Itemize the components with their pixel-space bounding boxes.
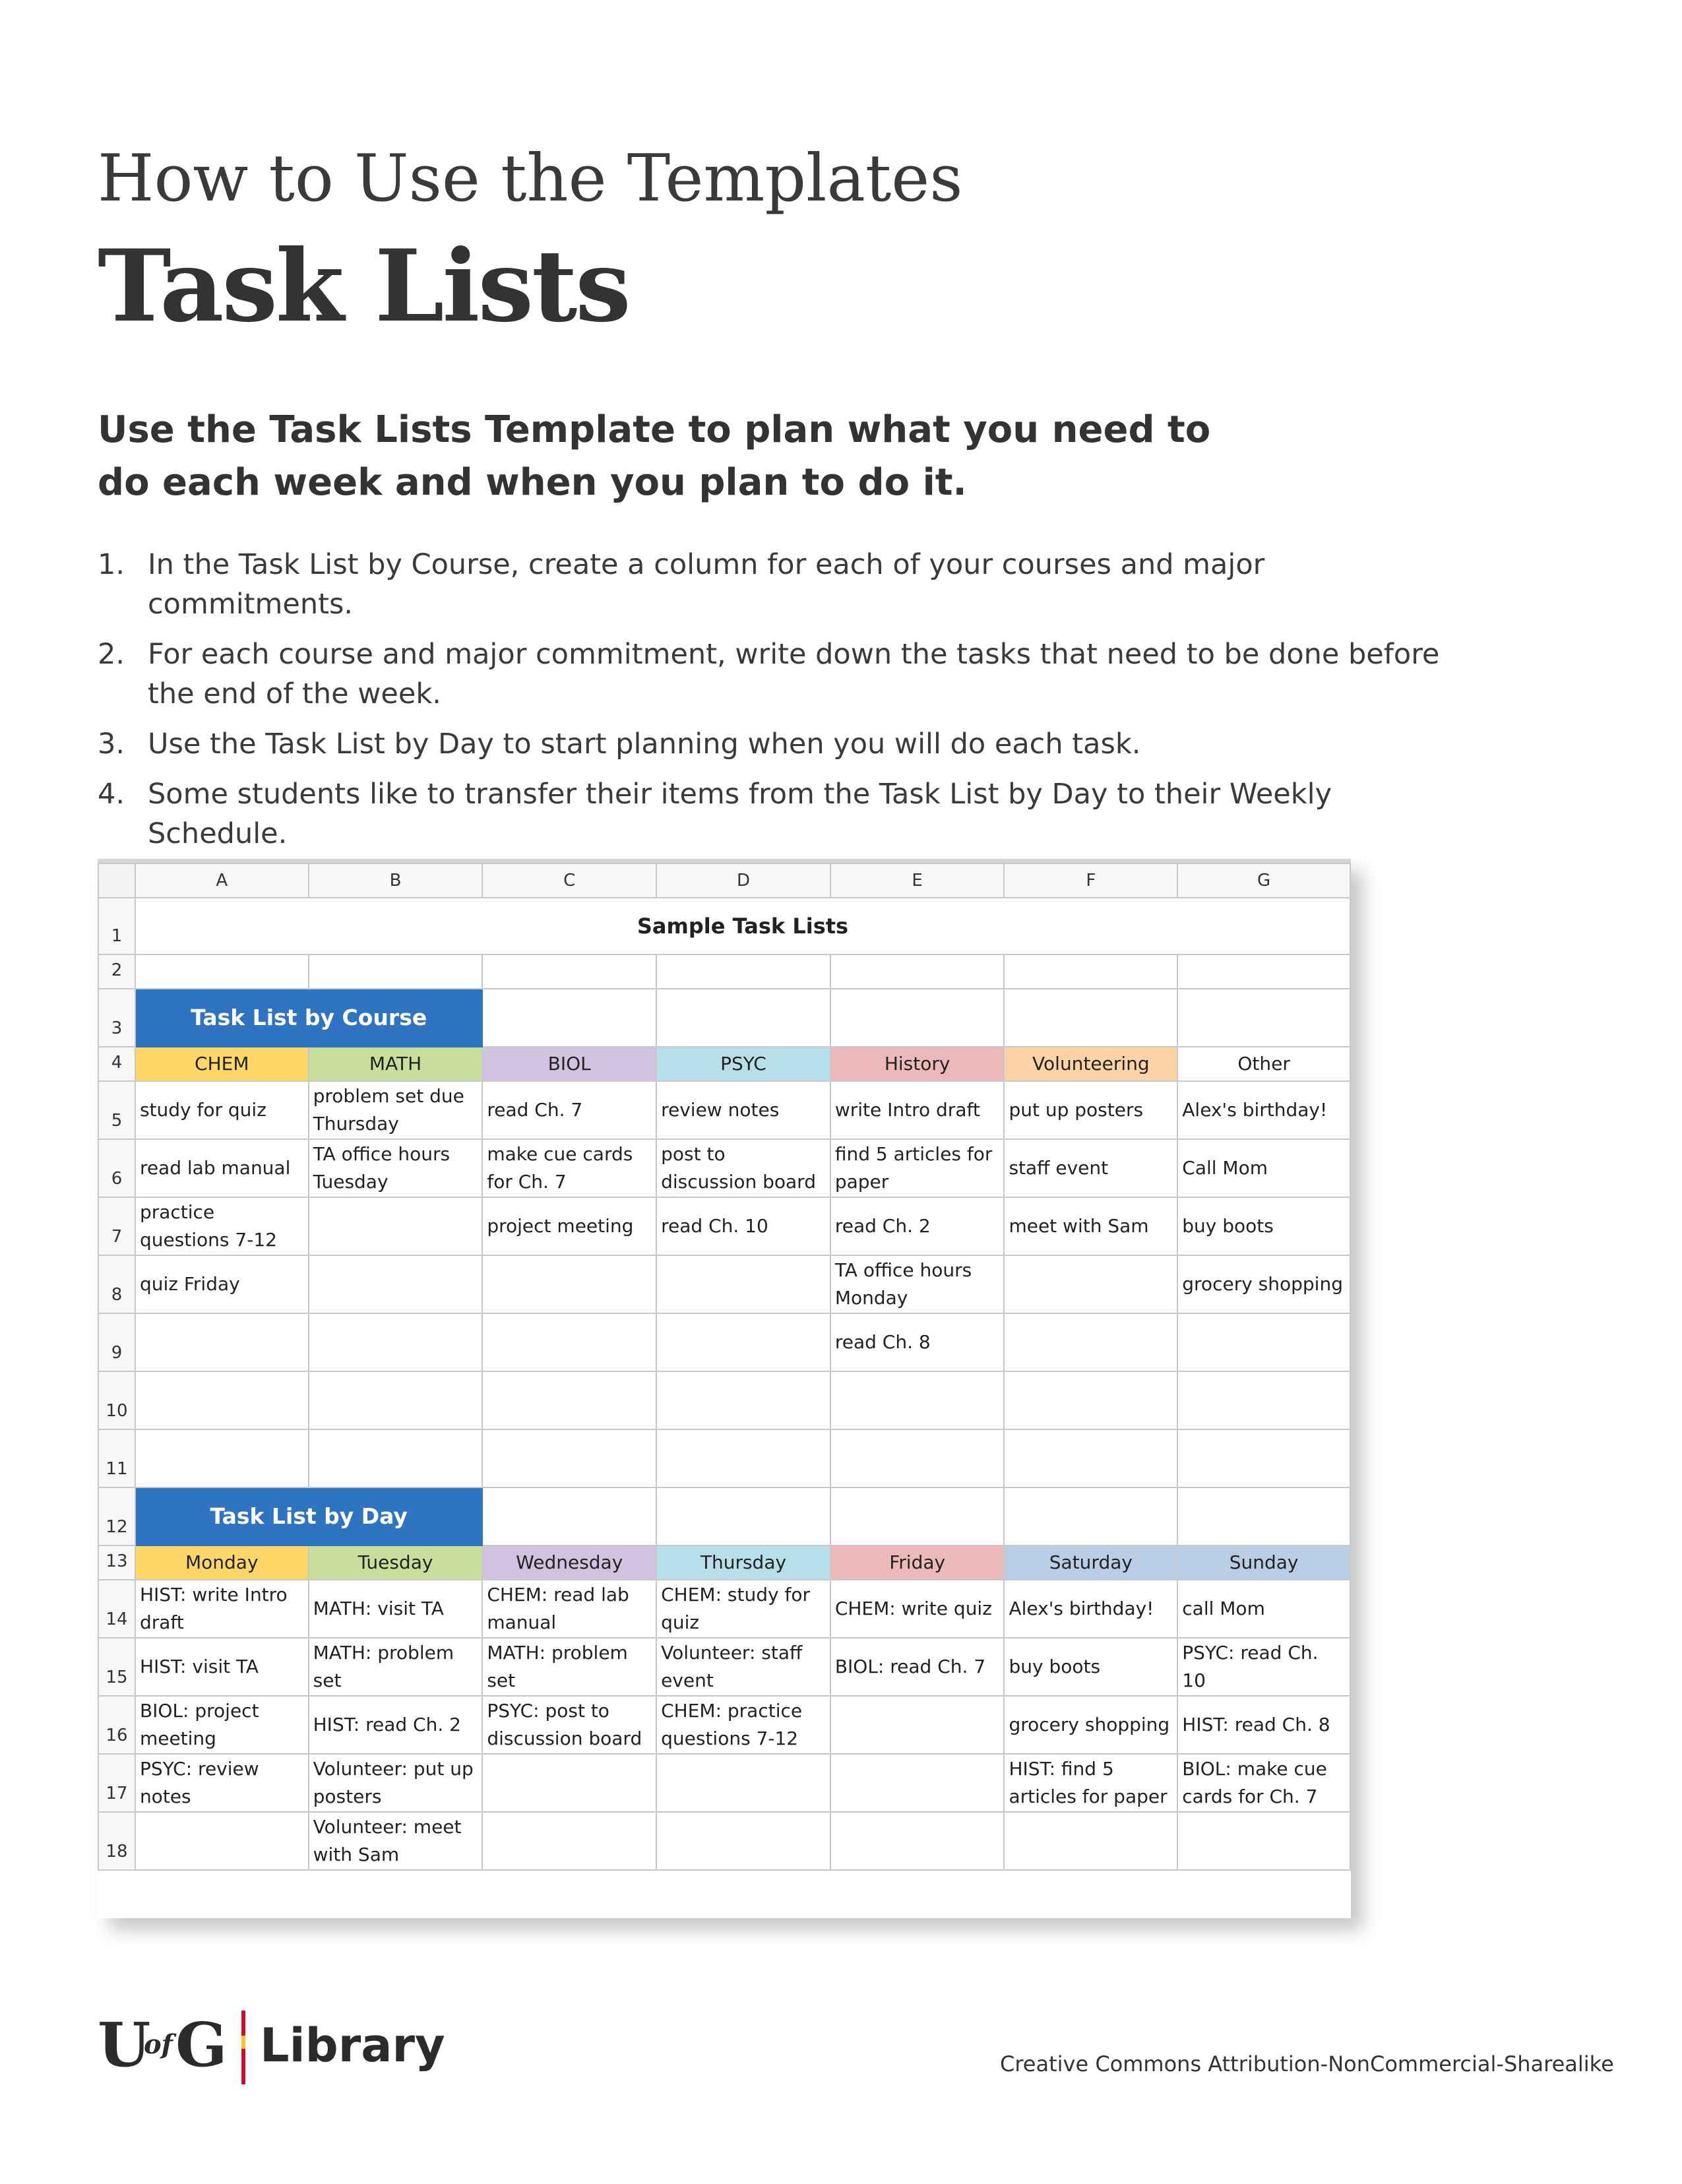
day-task-cell: MATH: problem set — [482, 1638, 656, 1696]
day-task-cell: CHEM: practice questions 7-12 — [656, 1696, 830, 1754]
sheet-cell — [1004, 954, 1177, 989]
day-header: Thursday — [656, 1545, 830, 1580]
sheet-cell — [1177, 989, 1350, 1047]
row-header: 13 — [98, 1545, 135, 1580]
day-task-cell: Alex's birthday! — [1004, 1580, 1177, 1638]
day-task-cell: MATH: problem set — [309, 1638, 483, 1696]
course-task-cell: read Ch. 2 — [830, 1197, 1005, 1255]
day-task-cell — [830, 1754, 1005, 1812]
course-task-cell — [135, 1429, 309, 1487]
day-header: Monday — [135, 1545, 309, 1580]
course-task-cell — [656, 1313, 830, 1371]
course-task-cell — [309, 1313, 483, 1371]
select-all-corner — [98, 863, 135, 898]
sheet-cell — [656, 1487, 830, 1545]
course-task-cell — [482, 1313, 656, 1371]
ug-library-logo — [98, 2009, 445, 2088]
row-header: 9 — [98, 1313, 135, 1371]
logo-of: of — [144, 2029, 173, 2060]
step-text: For each course and major commitment, write down the tasks that need to be done before — [148, 638, 1440, 671]
sheet-cell — [1004, 1487, 1177, 1545]
course-task-cell: read Ch. 10 — [656, 1197, 830, 1255]
row-header: 3 — [98, 989, 135, 1047]
step-number: 2. — [98, 638, 125, 671]
row-header: 11 — [98, 1429, 135, 1487]
course-task-cell: TA office hours Tuesday — [309, 1139, 483, 1197]
course-task-cell: write Intro draft — [830, 1081, 1005, 1139]
course-task-cell — [830, 1429, 1005, 1487]
course-task-cell: read Ch. 8 — [830, 1313, 1005, 1371]
course-task-cell: Call Mom — [1177, 1139, 1350, 1197]
course-task-cell: quiz Friday — [135, 1255, 309, 1313]
day-task-cell — [482, 1754, 656, 1812]
course-task-cell: project meeting — [482, 1197, 656, 1255]
course-task-cell: meet with Sam — [1004, 1197, 1177, 1255]
spreadsheet-grid — [98, 863, 1351, 1871]
day-task-cell: HIST: read Ch. 2 — [309, 1696, 483, 1754]
row-header: 16 — [98, 1696, 135, 1754]
sheet-cell — [482, 989, 656, 1047]
intro-line: Use the Task Lists Template to plan what you need to — [98, 408, 1211, 451]
course-task-cell: review notes — [656, 1081, 830, 1139]
step-item — [98, 635, 1450, 714]
row-header: 2 — [98, 954, 135, 989]
day-task-cell: grocery shopping — [1004, 1696, 1177, 1754]
row-header: 10 — [98, 1371, 135, 1429]
step-number: 1. — [98, 548, 125, 581]
step-item — [98, 545, 1450, 624]
column-header: C — [482, 863, 656, 898]
course-task-cell: grocery shopping — [1177, 1255, 1350, 1313]
row-header: 18 — [98, 1812, 135, 1870]
course-task-cell — [1004, 1371, 1177, 1429]
day-task-cell: Volunteer: staff event — [656, 1638, 830, 1696]
course-task-cell — [309, 1197, 483, 1255]
course-task-cell — [1004, 1313, 1177, 1371]
course-task-cell — [656, 1255, 830, 1313]
course-task-cell: Alex's birthday! — [1177, 1081, 1350, 1139]
course-task-cell — [1004, 1429, 1177, 1487]
row-header: 6 — [98, 1139, 135, 1197]
logo-divider-accent — [241, 2036, 245, 2049]
row-header: 17 — [98, 1754, 135, 1812]
sheet-cell — [482, 954, 656, 989]
course-header: Volunteering — [1004, 1047, 1177, 1081]
step-number: 4. — [98, 778, 125, 811]
day-task-cell: BIOL: project meeting — [135, 1696, 309, 1754]
day-banner: Task List by Day — [135, 1487, 482, 1545]
logo-library: Library — [260, 2018, 445, 2073]
day-task-cell — [656, 1812, 830, 1870]
day-task-cell: call Mom — [1177, 1580, 1350, 1638]
intro-heading — [98, 404, 1252, 509]
column-header: B — [309, 863, 483, 898]
day-task-cell: Volunteer: put up posters — [309, 1754, 483, 1812]
day-task-cell — [1177, 1812, 1350, 1870]
sheet-cell — [309, 954, 483, 989]
steps-list — [98, 545, 1450, 864]
step-text: In the Task List by Course, create a column for each of your courses and major commitments. — [148, 548, 1265, 621]
day-task-cell: CHEM: write quiz — [830, 1580, 1005, 1638]
row-header: 14 — [98, 1580, 135, 1638]
day-task-cell: PSYC: post to discussion board — [482, 1696, 656, 1754]
course-task-cell: practice questions 7-12 — [135, 1197, 309, 1255]
course-task-cell: staff event — [1004, 1139, 1177, 1197]
step-number: 3. — [98, 728, 125, 761]
day-task-cell: BIOL: make cue cards for Ch. 7 — [1177, 1754, 1350, 1812]
sheet-cell — [656, 954, 830, 989]
sheet-cell — [830, 989, 1005, 1047]
logo-g: G — [175, 2009, 228, 2080]
course-task-cell — [830, 1371, 1005, 1429]
course-task-cell — [656, 1429, 830, 1487]
day-task-cell — [482, 1812, 656, 1870]
day-task-cell: BIOL: read Ch. 7 — [830, 1638, 1005, 1696]
course-task-cell — [1177, 1429, 1350, 1487]
step-item — [98, 774, 1450, 854]
course-task-cell — [135, 1371, 309, 1429]
day-task-cell: CHEM: read lab manual — [482, 1580, 656, 1638]
sheet-cell — [1004, 989, 1177, 1047]
row-header: 8 — [98, 1255, 135, 1313]
day-task-cell — [830, 1696, 1005, 1754]
course-task-cell: read Ch. 7 — [482, 1081, 656, 1139]
sheet-cell — [135, 954, 309, 989]
row-header: 7 — [98, 1197, 135, 1255]
day-task-cell: HIST: read Ch. 8 — [1177, 1696, 1350, 1754]
course-task-cell: buy boots — [1177, 1197, 1350, 1255]
step-text: Use the Task List by Day to start planning when you will do each task. — [148, 728, 1141, 761]
course-task-cell: post to discussion board — [656, 1139, 830, 1197]
row-header: 1 — [98, 898, 135, 954]
day-task-cell: PSYC: read Ch. 10 — [1177, 1638, 1350, 1696]
sheet-cell — [830, 1487, 1005, 1545]
day-task-cell — [1004, 1812, 1177, 1870]
day-task-cell: CHEM: study for quiz — [656, 1580, 830, 1638]
day-task-cell: HIST: write Intro draft — [135, 1580, 309, 1638]
day-header: Friday — [830, 1545, 1005, 1580]
course-task-cell — [1177, 1313, 1350, 1371]
sheet-title: Sample Task Lists — [135, 898, 1350, 954]
course-task-cell: find 5 articles for paper — [830, 1139, 1005, 1197]
course-task-cell — [1177, 1371, 1350, 1429]
course-task-cell: put up posters — [1004, 1081, 1177, 1139]
sheet-cell — [656, 989, 830, 1047]
column-header: F — [1004, 863, 1177, 898]
course-header: CHEM — [135, 1047, 309, 1081]
course-task-cell — [656, 1371, 830, 1429]
step-text: Some students like to transfer their items from the Task List by Day to their Weekly Schedule. — [148, 778, 1332, 850]
column-header: G — [1177, 863, 1350, 898]
course-task-cell: TA office hours Monday — [830, 1255, 1005, 1313]
course-header: MATH — [309, 1047, 483, 1081]
course-task-cell — [482, 1429, 656, 1487]
course-task-cell — [482, 1371, 656, 1429]
day-header: Saturday — [1004, 1545, 1177, 1580]
course-header: Other — [1177, 1047, 1350, 1081]
day-task-cell: Volunteer: meet with Sam — [309, 1812, 483, 1870]
course-task-cell — [1004, 1255, 1177, 1313]
day-task-cell: MATH: visit TA — [309, 1580, 483, 1638]
page-title: Task Lists — [98, 228, 629, 344]
day-header: Tuesday — [309, 1545, 483, 1580]
course-task-cell: read lab manual — [135, 1139, 309, 1197]
day-task-cell — [656, 1754, 830, 1812]
course-banner: Task List by Course — [135, 989, 482, 1047]
course-header: BIOL — [482, 1047, 656, 1081]
day-task-cell: HIST: visit TA — [135, 1638, 309, 1696]
license-text: Creative Commons Attribution-NonCommercial-Sharealike — [1000, 2051, 1614, 2076]
course-task-cell: study for quiz — [135, 1081, 309, 1139]
course-header: PSYC — [656, 1047, 830, 1081]
day-task-cell: HIST: find 5 articles for paper — [1004, 1754, 1177, 1812]
day-task-cell: PSYC: review notes — [135, 1754, 309, 1812]
row-header: 15 — [98, 1638, 135, 1696]
course-task-cell — [135, 1313, 309, 1371]
row-header: 4 — [98, 1047, 135, 1081]
sheet-cell — [1177, 954, 1350, 989]
course-task-cell — [309, 1371, 483, 1429]
sheet-cell — [830, 954, 1005, 989]
column-header: E — [830, 863, 1005, 898]
course-header: History — [830, 1047, 1005, 1081]
sheet-cell — [1177, 1487, 1350, 1545]
step-item — [98, 724, 1450, 764]
page-subtitle: How to Use the Templates — [98, 141, 963, 216]
course-task-cell — [482, 1255, 656, 1313]
logo-u: U — [98, 2009, 151, 2080]
day-header: Sunday — [1177, 1545, 1350, 1580]
course-task-cell — [309, 1429, 483, 1487]
course-task-cell — [309, 1255, 483, 1313]
intro-line: do each week and when you plan to do it. — [98, 461, 967, 504]
day-task-cell — [135, 1812, 309, 1870]
step-text: the end of the week. — [148, 677, 441, 710]
course-task-cell: make cue cards for Ch. 7 — [482, 1139, 656, 1197]
column-header: D — [656, 863, 830, 898]
sheet-cell — [482, 1487, 656, 1545]
column-header: A — [135, 863, 309, 898]
day-header: Wednesday — [482, 1545, 656, 1580]
day-task-cell: buy boots — [1004, 1638, 1177, 1696]
row-header: 5 — [98, 1081, 135, 1139]
day-task-cell — [830, 1812, 1005, 1870]
course-task-cell: problem set due Thursday — [309, 1081, 483, 1139]
spreadsheet-screenshot — [98, 859, 1351, 1918]
row-header: 12 — [98, 1487, 135, 1545]
